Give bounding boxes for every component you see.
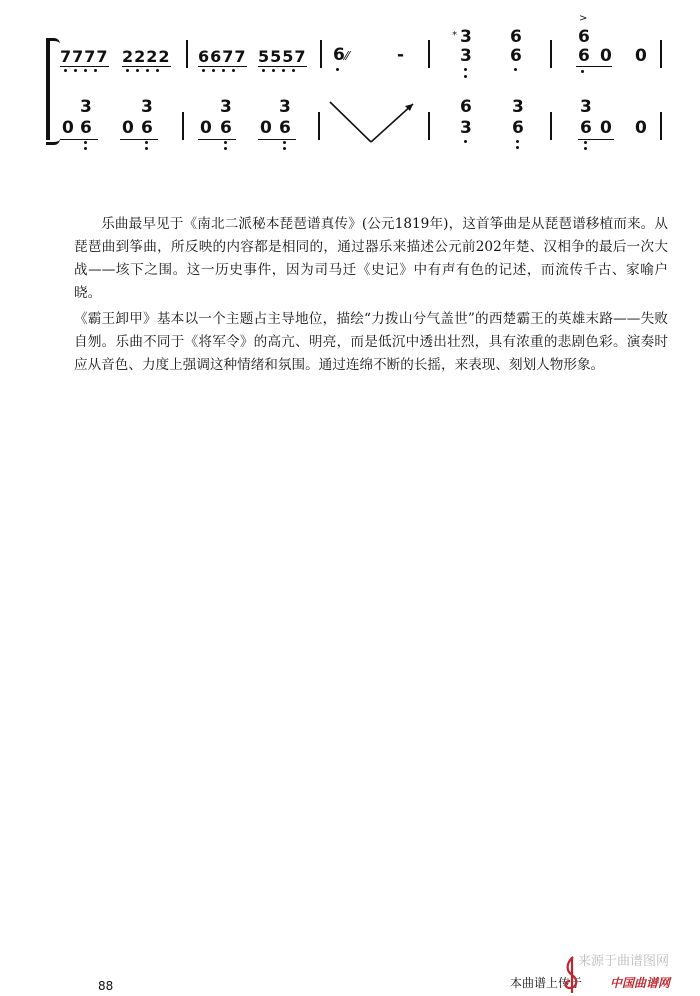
note: 3: [80, 97, 92, 117]
underline: [120, 139, 158, 140]
bracket-top-hook: [46, 38, 60, 45]
note: 6: [512, 118, 524, 138]
note: 6: [510, 46, 522, 66]
paragraph-description: [74, 308, 668, 377]
glissando-arrow-icon: [325, 96, 425, 148]
underline: [60, 139, 98, 140]
system-bracket: [46, 40, 56, 140]
note-dash: -: [397, 45, 405, 65]
paragraph-text: 《霸王卸甲》基本以一个主题占主导地位，描绘“力拨山兮气盖世”的西楚霸王的英雄末路——失败自刎。乐曲不同于《将军令》的高亢、明亮，而是低沉中透出壮烈，具有浓重的悲剧色彩。演奏时应从音色、力度上强调这种情绪和氛围。通过连绵不断的长摇，来表现、刻划人物形象。: [74, 311, 668, 373]
note: 0: [122, 118, 134, 138]
note: 6: [460, 97, 472, 117]
accent-mark: >: [579, 13, 588, 24]
note: 3: [460, 118, 472, 138]
note: 3: [512, 97, 524, 117]
barline: [182, 112, 184, 140]
treble-clef-logo-icon: [560, 955, 584, 995]
note: 3: [460, 46, 472, 66]
site-name: 中国曲谱网: [610, 976, 671, 990]
barline: [428, 40, 430, 68]
credit-text: 本曲谱上传于: [510, 976, 583, 990]
barline: [428, 112, 430, 140]
rest: 0: [600, 118, 612, 138]
tremolo-mark: ⁄⁄: [345, 49, 350, 63]
note: 6: [141, 118, 153, 138]
paragraph-text: 乐曲最早见于《南北二派秘本琵琶谱真传》(公元1819年)，这首筝曲是从琵琶谱移植而来。从琵琶曲到筝曲，所反映的内容都是相同的，通过器乐来描述公元前202年楚、汉相争的最后一次大战——垓下之围。这一历史事件，因为司马迁《史记》中有声有色的记述，而流传千古、家喻户晓。: [74, 216, 668, 301]
rest: 0: [635, 46, 647, 66]
note: 6: [578, 27, 590, 47]
note: 3: [580, 97, 592, 117]
note: 6: [578, 46, 590, 66]
note: 6: [279, 118, 291, 138]
note-group: 6677: [198, 47, 247, 66]
note-group: 2222: [122, 47, 171, 66]
note-group: 7777: [60, 47, 109, 66]
barline: [550, 112, 552, 140]
watermark-text: 来源于曲谱图网: [578, 954, 670, 969]
underline: [576, 66, 612, 67]
paragraph-origin: [74, 213, 668, 305]
underline: [258, 139, 296, 140]
note: 0: [260, 118, 272, 138]
note: 3: [220, 97, 232, 117]
note-group: 5557: [258, 47, 307, 66]
note: 6: [580, 118, 592, 138]
note: 6: [220, 118, 232, 138]
barline: [320, 40, 322, 68]
note: 3: [141, 97, 153, 117]
underline: [198, 139, 236, 140]
rest: 0: [600, 46, 612, 66]
barline: [186, 40, 188, 68]
note: 3: [279, 97, 291, 117]
note: 6: [80, 118, 92, 138]
barline: [550, 40, 552, 68]
barline: [318, 112, 320, 140]
note: 6: [333, 45, 345, 65]
note: 0: [200, 118, 212, 138]
underline: [578, 139, 614, 140]
page-number: 88: [98, 979, 114, 993]
note: 6: [510, 27, 522, 47]
bracket-bottom-hook: [46, 138, 60, 145]
ornament-mark: *: [452, 30, 457, 41]
rest: 0: [635, 118, 647, 138]
barline: [660, 40, 662, 68]
barline: [660, 112, 662, 140]
note: 0: [62, 118, 74, 138]
note: 3: [460, 27, 472, 47]
